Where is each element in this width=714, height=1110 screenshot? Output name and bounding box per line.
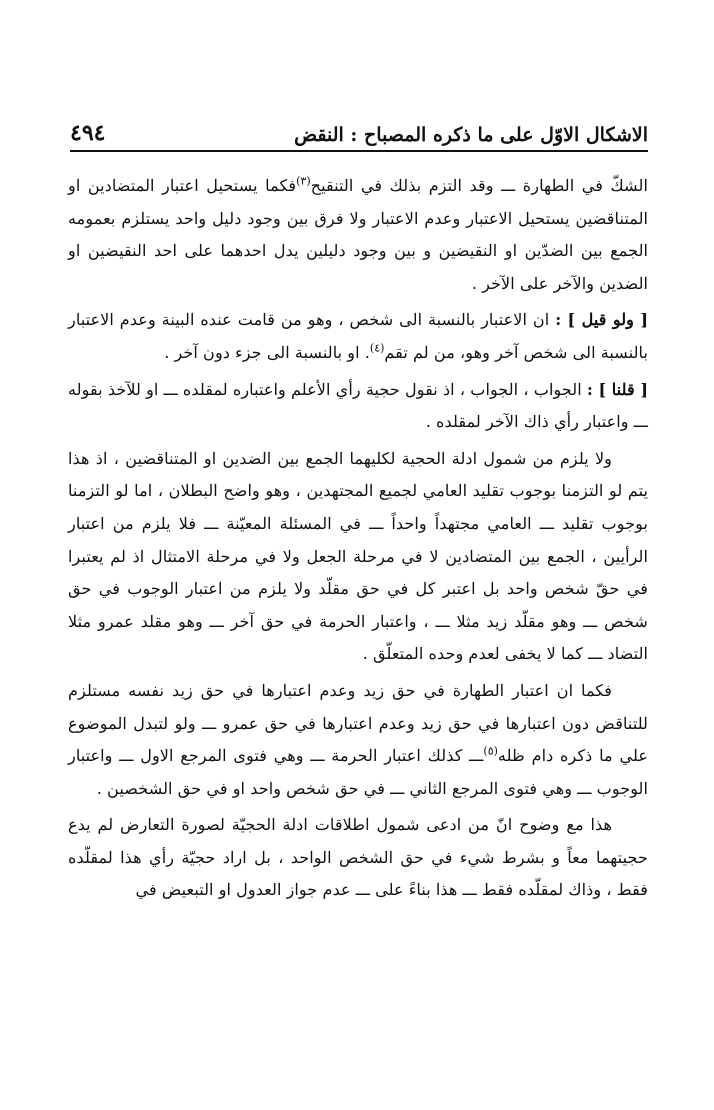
paragraph-text: ـــ كذلك اعتبار الحرمة ـــ وهي فتوى المرجع الاول ـــ واعتبار الوجوب ـــ وهي فتوى المرجع الثاني ـــ في حق شخص واحد او في حق الشخصين . bbox=[68, 746, 648, 798]
footnote-ref-3: (٣) bbox=[296, 174, 311, 188]
paragraph-text: الجواب ، الجواب ، اذ نقول حجية رأي الأعلم واعتباره لمقلده ـــ او للآخذ بقوله ـــ واعتبار رأي ذاك الآخر لمقلده . bbox=[68, 379, 648, 432]
page-header bbox=[70, 112, 648, 152]
paragraph-6 bbox=[68, 809, 648, 907]
objection-label: [ ولو قيل ] : bbox=[555, 310, 648, 330]
reply-label: [ قلنا ] : bbox=[586, 379, 648, 399]
paragraph-5 bbox=[68, 675, 648, 805]
paragraph-2 bbox=[68, 304, 648, 369]
paragraph-text: ان الاعتبار بالنسبة الى شخص ، وهو من قامت عنده البينة وعدم الاعتبار بالنسبة الى شخص آخر وهو، من لم تقم bbox=[68, 310, 648, 362]
footnote-ref-5: (٥) bbox=[483, 744, 498, 758]
page-number: ٤٩٤ bbox=[70, 120, 106, 146]
paragraph-1 bbox=[68, 170, 648, 300]
running-title: الاشكال الاوّل على ما ذكره المصباح : النقض bbox=[294, 124, 648, 146]
paragraph-text: . او بالنسبة الى جزء دون آخر . bbox=[164, 342, 370, 362]
paragraph-3 bbox=[68, 374, 648, 439]
paragraph-text: فكما يستحيل اعتبار المتضادين او المتناقضين يستحيل الاعتبار وعدم الاعتبار ولا فرق بين وجود دليل واحد يستلزم بعمومه الجمع بين الضدّين او النقيضين و بين وجود دليلين يدل احدهما على احد النقيضين او الضدين والآخر على الآخر . bbox=[68, 176, 648, 293]
page-body bbox=[68, 170, 648, 911]
footnote-ref-4: (٤) bbox=[369, 341, 385, 355]
paragraph-text: ولا يلزم من شمول ادلة الحجية لكليهما الجمع بين الضدين او المتناقضين ، اذ هذا يتم لو التزمنا بوجوب تقليد العامي لجميع المجتهدين ، وهو واضح البطلان ، اما لو التزمنا بوجوب تقليد ـــ العامي مجتهداً واحداً ـــ في المسئلة المعيّنة ـــ فلا يلزم من اعتبار الرأيين ، الجمع بين المتضادين لا في مرحلة الجعل ولا في مرحلة الامتثال اذ لم يعتبرا في حقّ شخص واحد بل اعتبر كل في حق مقلّد ولا يلزم من اعتبار الوجوب في حق شخص ـــ وهو مقلّد زيد مثلا ـــ ، واعتبار الحرمة في حق آخر ـــ وهو مقلد عمرو مثلا التضاد ـــ كما لا يخفى لعدم وحده المتعلّق . bbox=[68, 448, 648, 664]
paragraph-4 bbox=[68, 443, 648, 671]
paragraph-text: هذا مع وضوح انّ من ادعى شمول اطلاقات ادلة الحجيّة لصورة التعارض لم يدع حجيتهما معاً و بشرط شيء في حق الشخص الواحد ، بل اراد حجيّة رأي هذا لمقلّده فقط ، وذاك لمقلّده فقط ـــ هذا بناءً على ـــ عدم جواز العدول او التبعيض في bbox=[68, 815, 648, 900]
paragraph-text: الشكّ في الطهارة ـــ وقد التزم بذلك في التنقيح bbox=[310, 176, 648, 195]
paragraph-text: فكما ان اعتبار الطهارة في حق زيد وعدم اعتبارها في حق زيد نفسه مستلزم للتناقض دون اعتبارها في حق زيد وعدم اعتبارها في حق عمرو ـــ ولو لتبدل الموضوع علي ما ذكره دام ظله bbox=[68, 680, 648, 766]
